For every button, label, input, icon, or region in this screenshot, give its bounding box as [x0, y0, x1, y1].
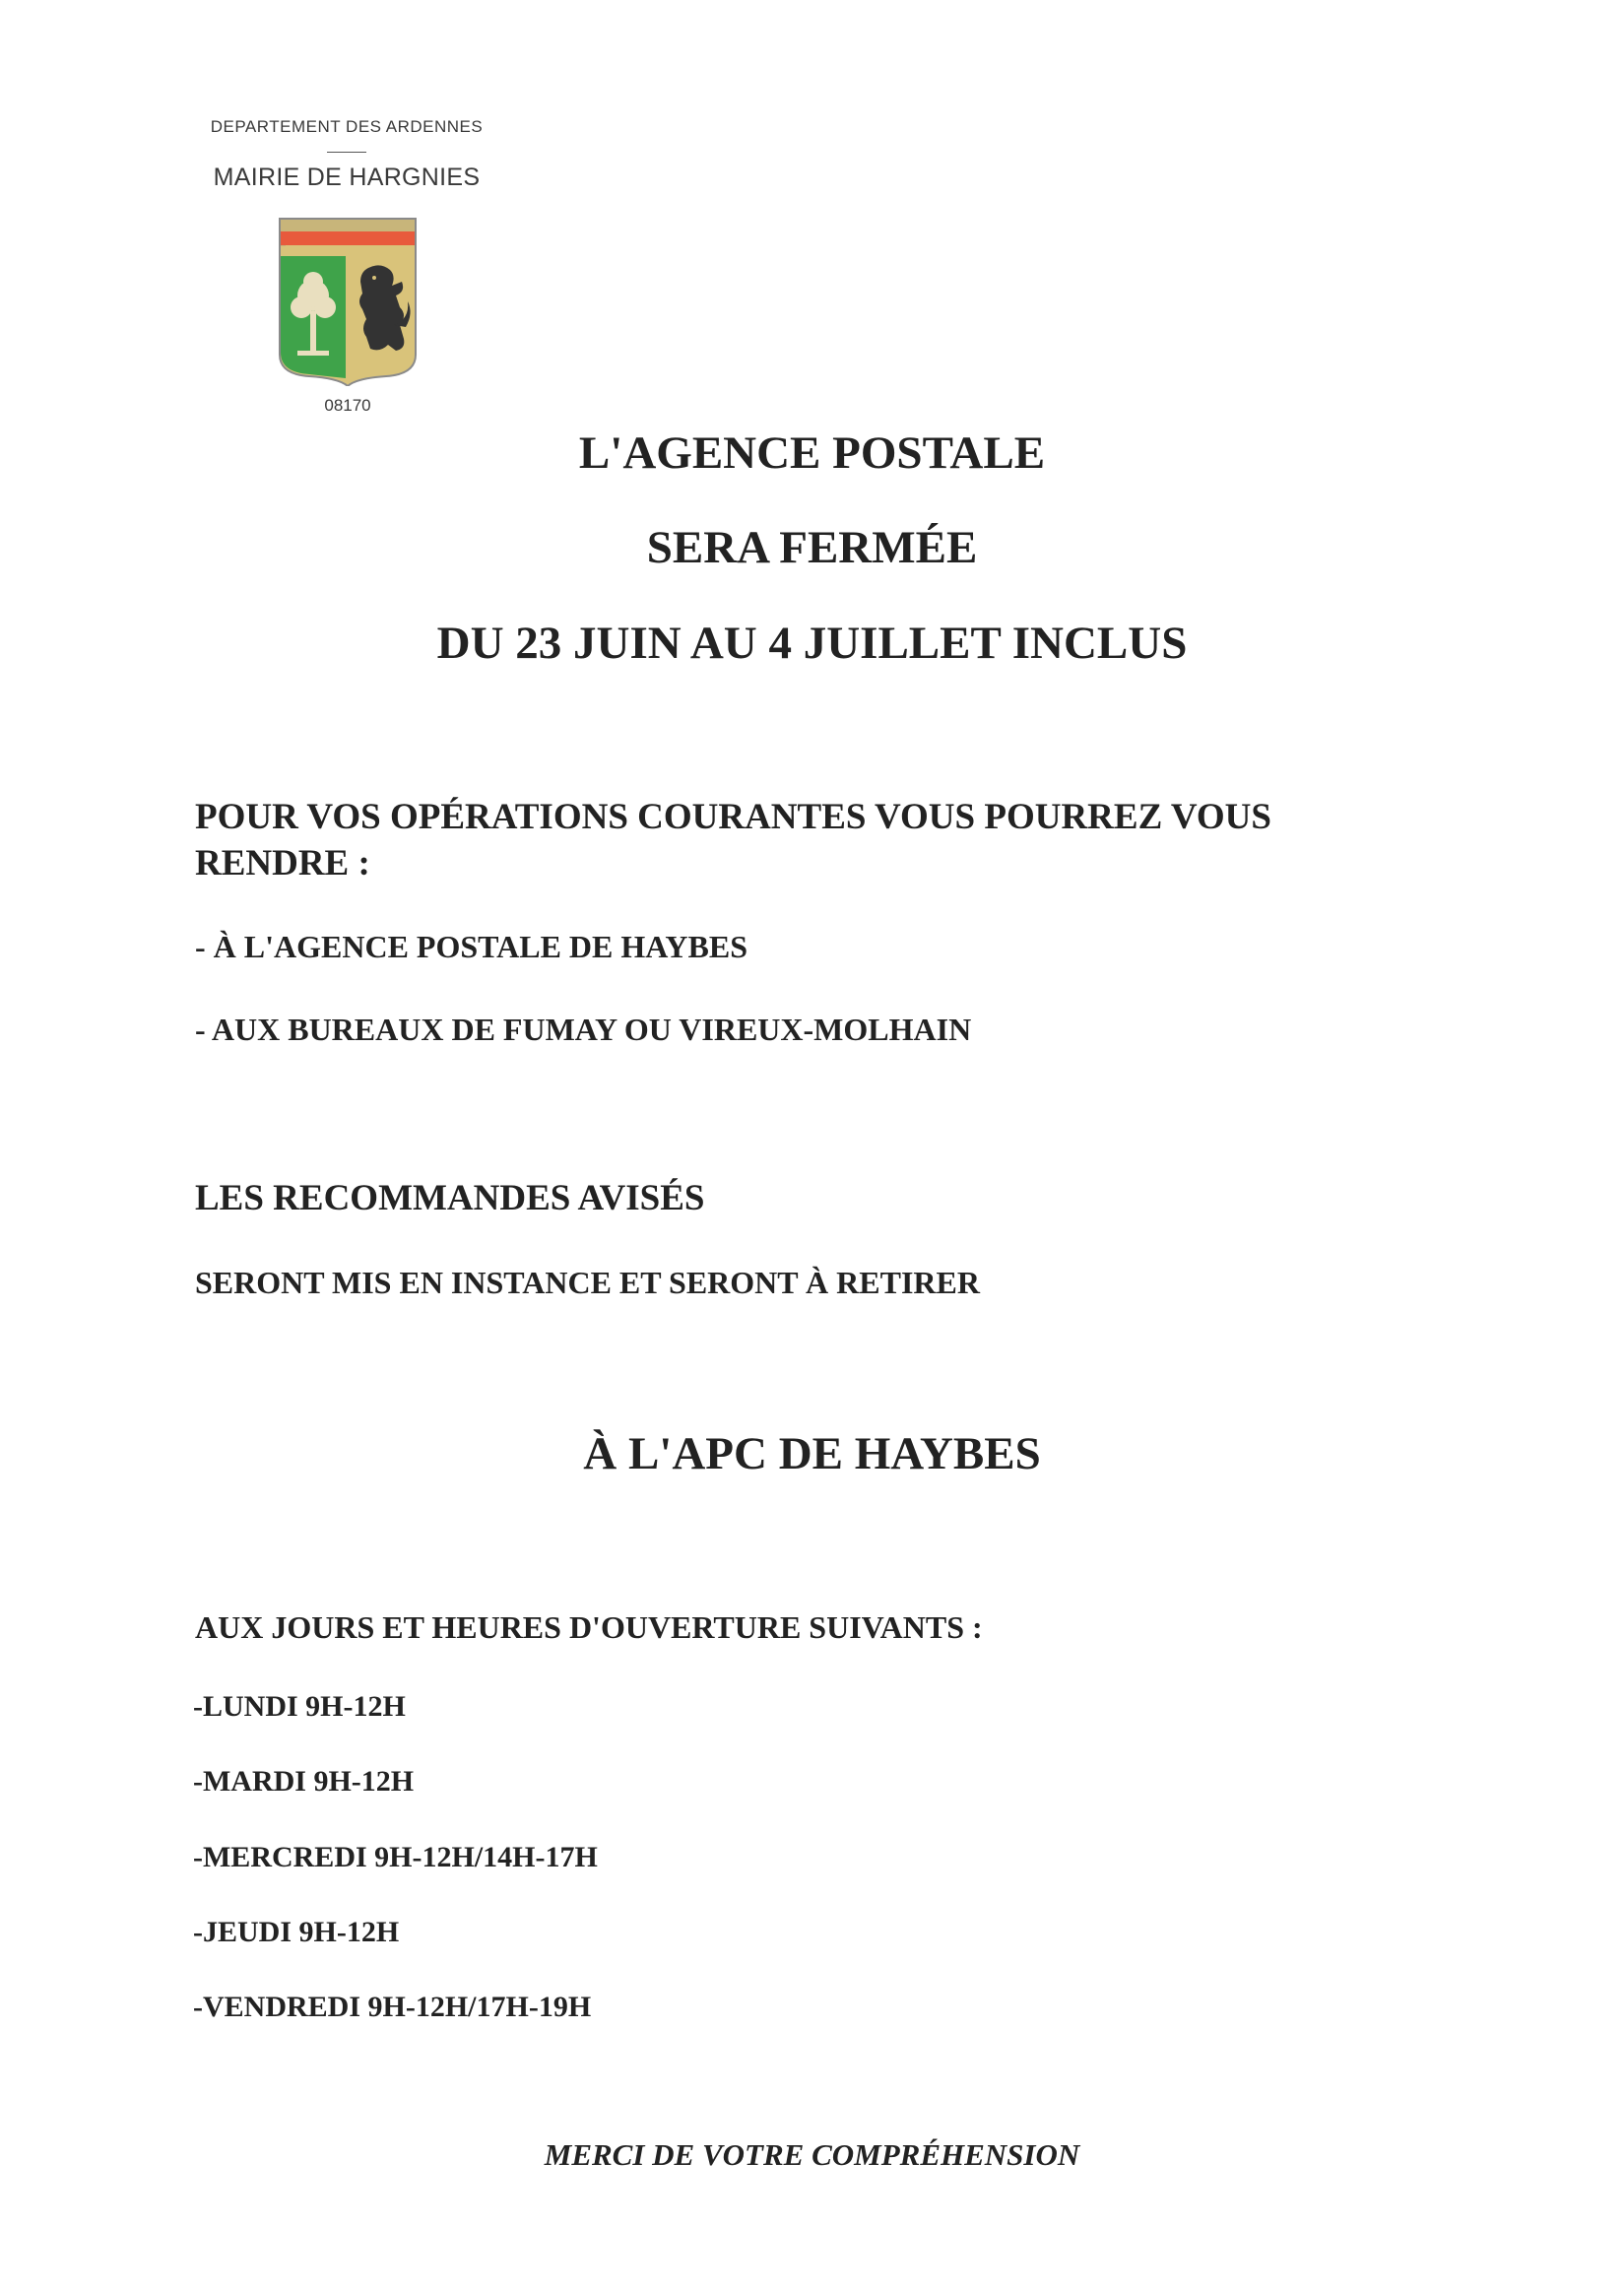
option-haybes: - À L'AGENCE POSTALE DE HAYBES — [195, 929, 748, 964]
mairie-label: MAIRIE DE HARGNIES — [213, 164, 481, 191]
closure-dates: DU 23 JUIN AU 4 JUILLET INCLUS — [436, 618, 1188, 669]
postcode-label: 08170 — [324, 396, 371, 415]
apc-location: À L'APC DE HAYBES — [583, 1428, 1041, 1479]
coat-of-arms-icon — [278, 217, 418, 386]
letterhead — [197, 116, 496, 192]
registered-detail: SERONT MIS EN INSTANCE ET SERONT À RETIRER — [195, 1265, 980, 1300]
ops-intro-line2: RENDRE : — [195, 843, 370, 884]
schedule-friday: -VENDREDI 9H-12H/17H-19H — [193, 1991, 592, 2023]
schedule-tuesday: -MARDI 9H-12H — [193, 1765, 415, 1798]
hours-intro: AUX JOURS ET HEURES D'OUVERTURE SUIVANTS : — [195, 1609, 983, 1645]
ops-intro-line1: POUR VOS OPÉRATIONS COURANTES VOUS POURREZ VOUS — [195, 797, 1271, 837]
closing-thanks: MERCI DE VOTRE COMPRÉHENSION — [544, 2137, 1080, 2172]
notice-subtitle: SERA FERMÉE — [646, 522, 978, 573]
notice-title: L'AGENCE POSTALE — [578, 427, 1046, 479]
department-label: DEPARTEMENT DES ARDENNES — [210, 117, 484, 136]
schedule-monday: -LUNDI 9H-12H — [193, 1690, 406, 1723]
registered-heading: LES RECOMMANDES AVISÉS — [195, 1178, 705, 1218]
option-fumay-vireux: - AUX BUREAUX DE FUMAY OU VIREUX-MOLHAIN — [195, 1012, 972, 1047]
header-divider — [327, 152, 366, 153]
schedule-wednesday: -MERCREDI 9H-12H/14H-17H — [193, 1841, 598, 1873]
schedule-thursday: -JEUDI 9H-12H — [193, 1916, 400, 1948]
